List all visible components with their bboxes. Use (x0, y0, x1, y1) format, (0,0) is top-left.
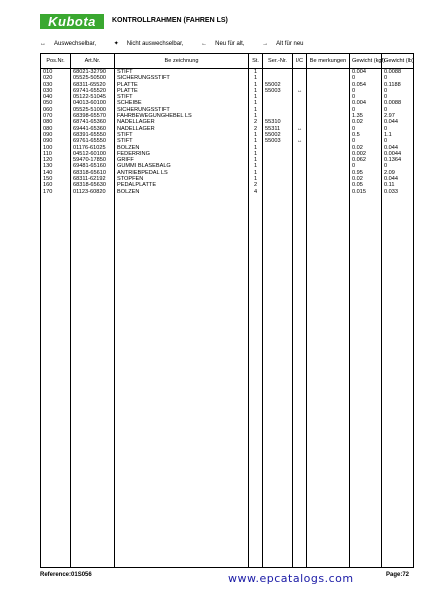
cell-art: 01123-60820 (71, 189, 115, 195)
col-remarks: Be merkungen (307, 54, 350, 69)
cell-art: 68398-65570 (71, 113, 115, 119)
col-pos: Pos.Nr. (41, 54, 71, 69)
cell-kgf: 0.02 (350, 119, 382, 125)
cell-art: 05122-51045 (71, 94, 115, 100)
page-number: Page:72 (386, 572, 410, 578)
empty-cell (115, 195, 249, 568)
cell-art: 04512-60100 (71, 151, 115, 157)
cell-pos: 040 (41, 94, 71, 100)
cell-ser (263, 69, 293, 76)
cell-pos: 120 (41, 157, 71, 163)
cell-name: STIFT (115, 69, 249, 76)
cell-ic: ↔ (293, 126, 307, 132)
cell-ser: 55310 (263, 119, 293, 125)
cell-lb: 2.09 (382, 170, 414, 176)
col-art: Art.Nr. (71, 54, 115, 69)
cell-pos: 110 (41, 151, 71, 157)
cell-art: 68311-65520 (71, 82, 115, 88)
cell-qty: 2 (249, 119, 263, 125)
cell-name: GRIFF (115, 157, 249, 163)
cell-lb: 0 (382, 107, 414, 113)
cell-lb: 0.033 (382, 189, 414, 195)
cell-art: 05525-51000 (71, 107, 115, 113)
col-ic: I/C (293, 54, 307, 69)
cell-lb: 0.044 (382, 176, 414, 182)
reference-label: Reference:01S056 (40, 572, 92, 578)
legend-item-not-interchangeable: ✦ Nicht auswechselbar, (113, 41, 184, 47)
cell-ic (293, 69, 307, 76)
cell-pos: 140 (41, 170, 71, 176)
cell-name: BOLZEN (115, 145, 249, 151)
cell-lb: 0 (382, 163, 414, 169)
empty-cell (71, 195, 115, 568)
cell-qty: 1 (249, 82, 263, 88)
cell-pos: 100 (41, 145, 71, 151)
legend (40, 40, 320, 47)
cell-lb: 0 (382, 88, 414, 94)
table-filler (41, 195, 414, 568)
cell-qty: 1 (249, 88, 263, 94)
cell-art: 01176-61025 (71, 145, 115, 151)
cell-art: 68021-32790 (71, 69, 115, 76)
col-weight-lb: Gewicht (lb) (382, 54, 414, 69)
cell-qty: 1 (249, 176, 263, 182)
cell-pos: 170 (41, 189, 71, 195)
table-row (41, 69, 414, 76)
cell-qty: 2 (249, 126, 263, 132)
parts-table (40, 53, 414, 568)
cell-ic: ↔ (293, 88, 307, 94)
cell-qty: 1 (249, 145, 263, 151)
cell-art: 68391-65550 (71, 132, 115, 138)
cell-qty: 1 (249, 107, 263, 113)
cell-lb: 0 (382, 126, 414, 132)
cell-ser: 55003 (263, 88, 293, 94)
cell-name: FEDERRING (115, 151, 249, 157)
cell-qty: 1 (249, 69, 263, 76)
cell-art: 68741-65360 (71, 119, 115, 125)
cell-name: PEDALPLATTE (115, 182, 249, 188)
cell-qty: 2 (249, 182, 263, 188)
cell-kgf: 0.5 (350, 132, 382, 138)
table-header (41, 54, 414, 69)
empty-cell (307, 195, 350, 568)
cell-ic: ↔ (293, 138, 307, 144)
cell-art: 69481-65160 (71, 163, 115, 169)
cell-kgf: 0.004 (350, 69, 382, 76)
cell-art: 68311-62192 (71, 176, 115, 182)
cell-lb: 0.044 (382, 119, 414, 125)
empty-cell (350, 195, 382, 568)
cell-kgf: 0 (350, 88, 382, 94)
cell-pos: 030 (41, 88, 71, 94)
cell-name: STIFT (115, 132, 249, 138)
cell-pos: 160 (41, 182, 71, 188)
cell-lb: 1.1 (382, 132, 414, 138)
cell-ser: 55003 (263, 138, 293, 144)
cell-qty: 1 (249, 113, 263, 119)
cell-ser: 55311 (263, 126, 293, 132)
cell-rem (307, 69, 350, 76)
cell-kgf: 0 (350, 163, 382, 169)
cell-qty: 1 (249, 94, 263, 100)
cell-qty: 1 (249, 170, 263, 176)
empty-cell (263, 195, 293, 568)
cell-pos: 060 (41, 107, 71, 113)
cell-kgf: 0.02 (350, 176, 382, 182)
cell-pos: 070 (41, 113, 71, 119)
cell-qty: 1 (249, 100, 263, 106)
cell-name: ANTRIEBPEDAL LS (115, 170, 249, 176)
page-title: KONTROLLRAHMEN (FAHREN LS) (112, 17, 228, 24)
cell-kgf: 0 (350, 94, 382, 100)
cell-qty: 1 (249, 151, 263, 157)
cell-art: 59470-17850 (71, 157, 115, 163)
cell-kgf: 0.062 (350, 157, 382, 163)
legend-item-old-for-new: → Alt für neu (262, 41, 304, 47)
cell-kgf: 0 (350, 107, 382, 113)
empty-cell (382, 195, 414, 568)
cell-name: STIFT (115, 138, 249, 144)
col-ser: Ser.-Nr. (263, 54, 293, 69)
cell-kgf: 0.002 (350, 151, 382, 157)
cell-pos: 130 (41, 163, 71, 169)
cell-pos: 020 (41, 75, 71, 81)
cell-qty: 1 (249, 163, 263, 169)
cell-art: 68318-65610 (71, 170, 115, 176)
cell-name: SICHERUNGSSTIFT (115, 107, 249, 113)
cell-art: 68318-65630 (71, 182, 115, 188)
cell-kgf: 0.02 (350, 145, 382, 151)
cell-kgf: 0.95 (350, 170, 382, 176)
cell-qty: 4 (249, 189, 263, 195)
cell-name: STIFT (115, 94, 249, 100)
cell-lb: 0.0088 (382, 69, 414, 76)
kubota-logo: Kubota (40, 14, 104, 29)
cell-name: NADELLAGER (115, 119, 249, 125)
cell-name: STOPFEN (115, 176, 249, 182)
cell-pos: 080 (41, 119, 71, 125)
cell-kgf: 0.05 (350, 182, 382, 188)
empty-cell (293, 195, 307, 568)
cell-name: SICHERUNGSSTIFT (115, 75, 249, 81)
cell-name: SCHEIBE (115, 100, 249, 106)
cell-name: FAHRBEWEGUNGHEBEL LS (115, 113, 249, 119)
cell-pos: 150 (41, 176, 71, 182)
cell-art: 05525-50500 (71, 75, 115, 81)
cell-qty: 1 (249, 138, 263, 144)
cell-kgf: 0 (350, 75, 382, 81)
cell-qty: 1 (249, 132, 263, 138)
cell-lb: 0.0088 (382, 100, 414, 106)
cell-ser: 55002 (263, 132, 293, 138)
cell-kgf: 1.35 (350, 113, 382, 119)
cell-lb: 0 (382, 138, 414, 144)
col-weight-kgf: Gewicht (kgf) (350, 54, 382, 69)
cell-lb: 0.0044 (382, 151, 414, 157)
cell-qty: 1 (249, 75, 263, 81)
cell-kgf: 0.004 (350, 100, 382, 106)
col-name: Be zeichnung (115, 54, 249, 69)
cell-lb: 0.1188 (382, 82, 414, 88)
empty-cell (249, 195, 263, 568)
cell-art: 04013-60100 (71, 100, 115, 106)
cell-lb: 0 (382, 94, 414, 100)
cell-name: GUMMI BLASEBALG (115, 163, 249, 169)
cell-pos: 080 (41, 126, 71, 132)
legend-item-interchangeable: ↔ Auswechselbar, (40, 41, 97, 47)
cell-art: 69761-65550 (71, 138, 115, 144)
legend-item-new-for-old: ← Neu für alt, (201, 41, 245, 47)
cell-name: BOLZEN (115, 189, 249, 195)
cell-pos: 090 (41, 138, 71, 144)
cell-art: 69741-65520 (71, 88, 115, 94)
cell-kgf: 0.015 (350, 189, 382, 195)
cell-lb: 0.1364 (382, 157, 414, 163)
cell-pos: 050 (41, 100, 71, 106)
cell-ser: 55002 (263, 82, 293, 88)
cell-lb: 0.044 (382, 145, 414, 151)
cell-kgf: 0 (350, 138, 382, 144)
cell-kgf: 0.054 (350, 82, 382, 88)
cell-pos: 030 (41, 82, 71, 88)
cell-pos: 010 (41, 69, 71, 76)
cell-name: NADELLAGER (115, 126, 249, 132)
empty-cell (41, 195, 71, 568)
cell-name: PLATTE (115, 88, 249, 94)
cell-art: 69441-65360 (71, 126, 115, 132)
cell-pos: 090 (41, 132, 71, 138)
watermark: www.epcatalogs.com (228, 572, 354, 585)
cell-lb: 2.97 (382, 113, 414, 119)
col-qty: St. (249, 54, 263, 69)
cell-qty: 1 (249, 157, 263, 163)
cell-lb: 0 (382, 75, 414, 81)
cell-lb: 0.11 (382, 182, 414, 188)
cell-kgf: 0 (350, 126, 382, 132)
cell-name: PLATTE (115, 82, 249, 88)
